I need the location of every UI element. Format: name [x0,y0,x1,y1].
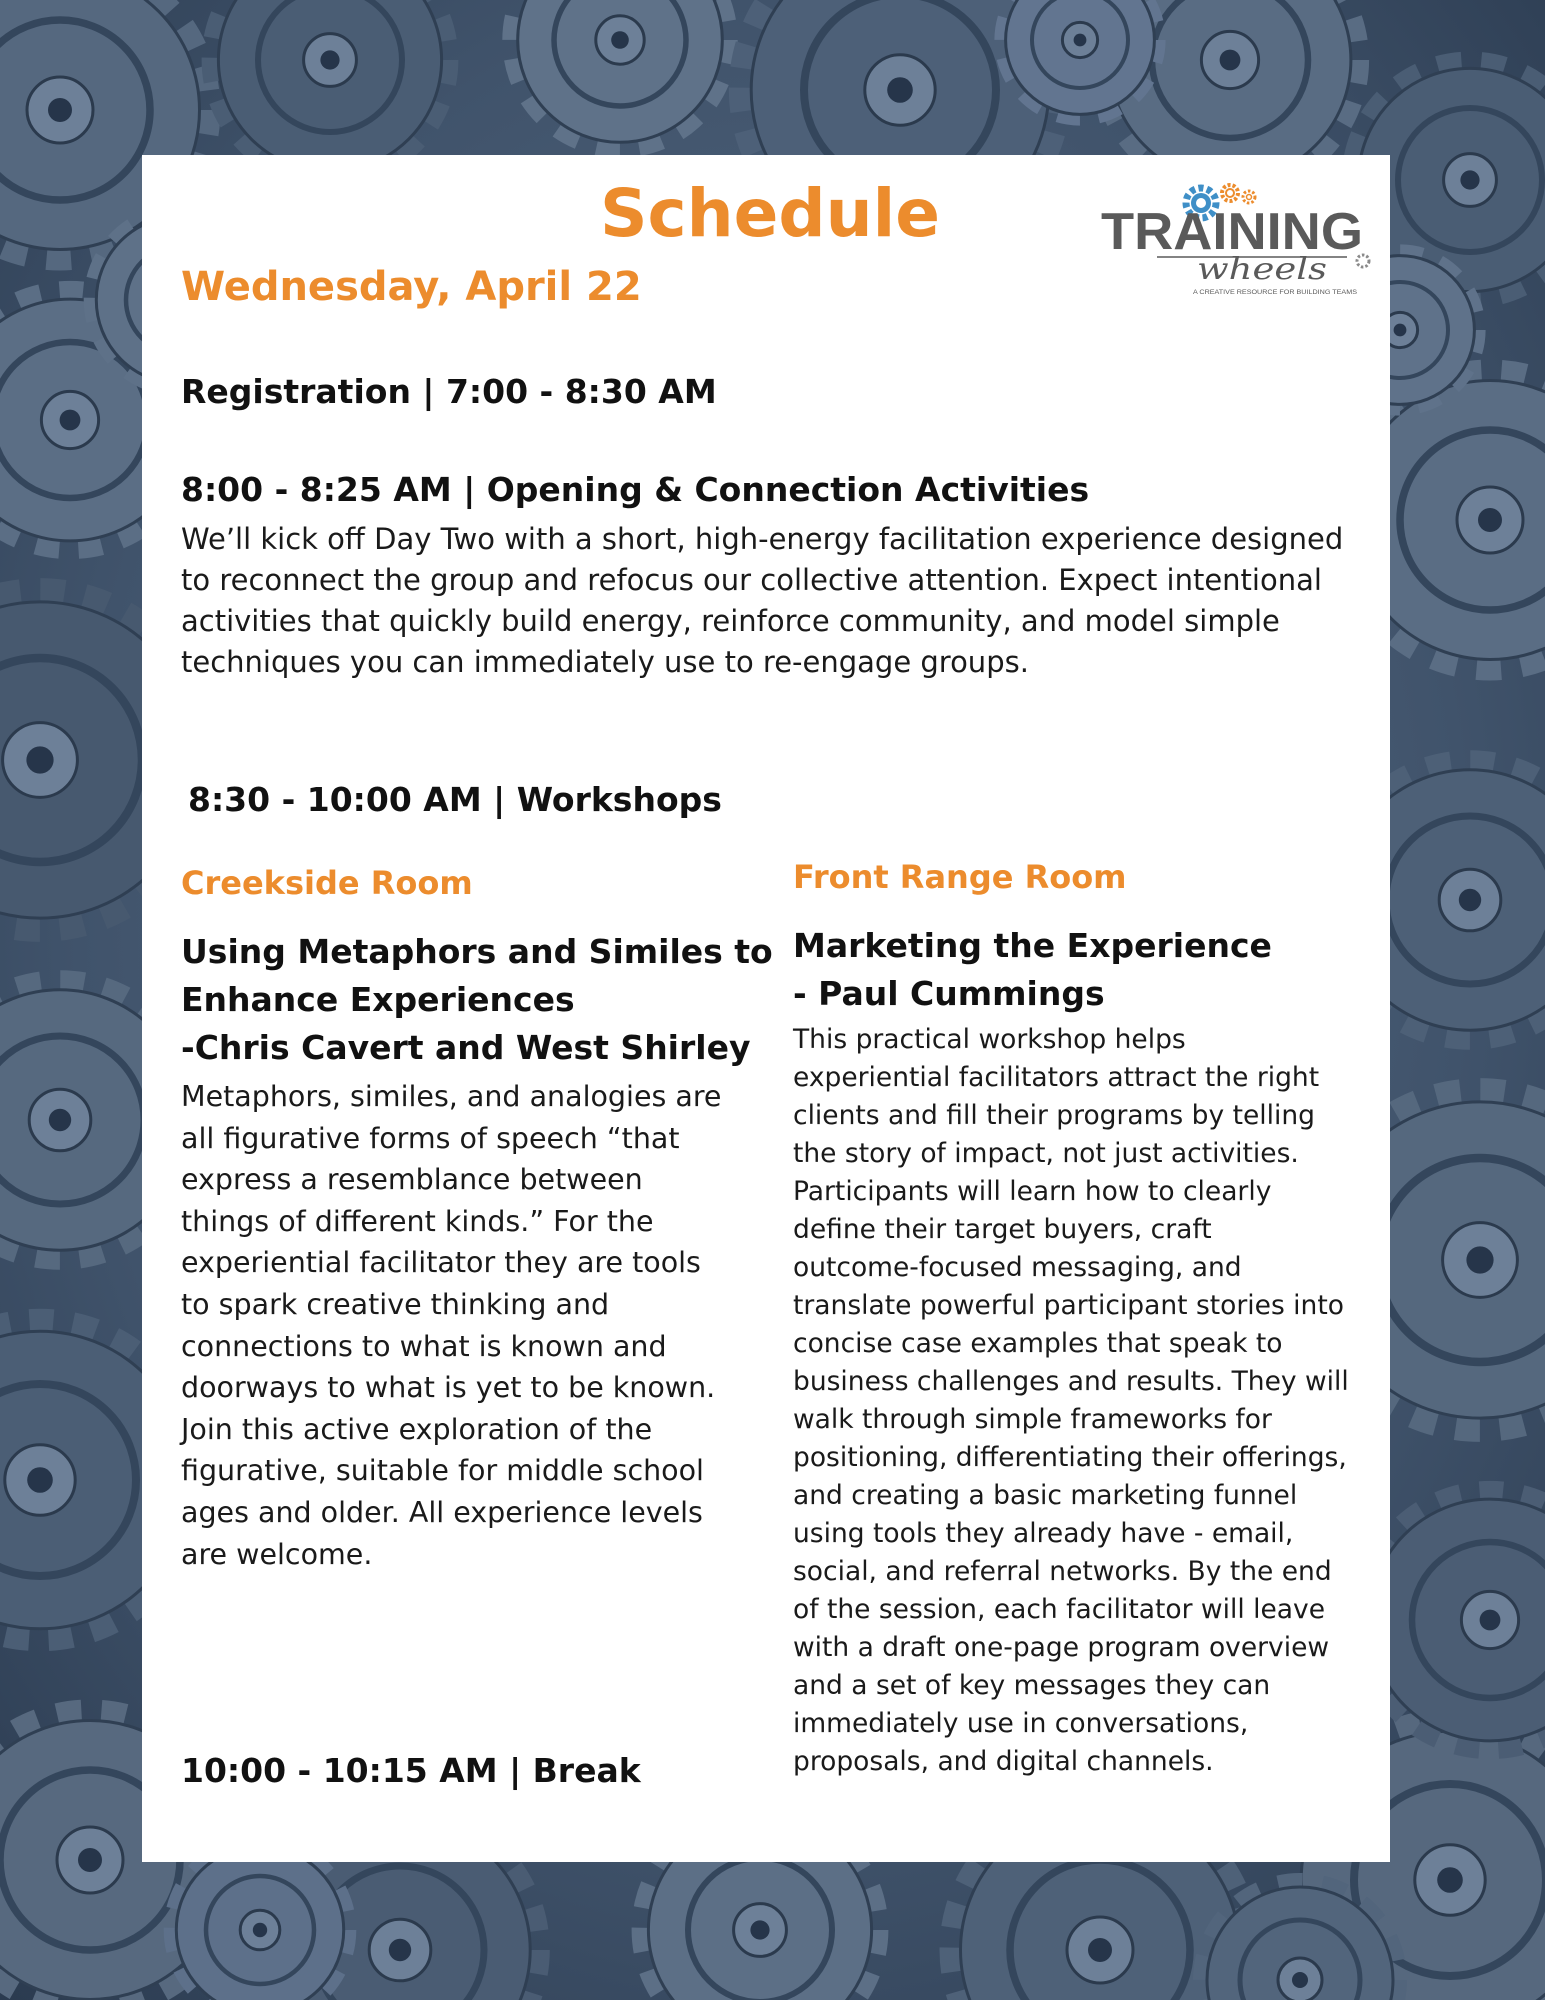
schedule-card [142,155,1390,1862]
gear-shape [170,1840,350,2000]
text-line: walk through simple frameworks for [793,1404,1272,1435]
text-line: using tools they already have - email, [793,1518,1294,1549]
logo-wordmark: TRAINING [1101,203,1363,261]
creekside-workshop-title [181,928,773,1072]
text-line: experiential facilitators attract the right [793,1062,1320,1093]
text-line: are welcome. [181,1537,373,1571]
schedule-date: Wednesday, April 22 [181,264,642,310]
title-line: Enhance Experiences [181,980,575,1019]
text-line: define their target buyers, craft [793,1214,1212,1245]
text-line: immediately use in conversations, [793,1708,1249,1739]
front-range-description [793,1021,1349,1781]
logo-tagline: A CREATIVE RESOURCE FOR BUILDING TEAMS [1193,289,1358,296]
orange-gear-icon [1222,185,1238,201]
text-line: to reconnect the group and refocus our collective attention. Expect intentional [181,563,1322,597]
creekside-description [181,1076,721,1575]
text-line: We’ll kick off Day Two with a short, high-energy facilitation experience designed [181,522,1344,556]
text-line: of the session, each facilitator will leave [793,1594,1326,1625]
front-range-workshop-title [793,922,1272,1018]
text-line: clients and fill their programs by telling [793,1100,1315,1131]
text-line: activities that quickly build energy, reinforce community, and model simple [181,604,1280,638]
text-line: and a set of key messages they can [793,1670,1271,1701]
text-line: figurative, suitable for middle school [181,1454,704,1488]
creekside-room-label: Creekside Room [181,864,473,902]
text-line: things of different kinds.” For the [181,1204,654,1238]
title-line: Using Metaphors and Similes to [181,932,773,971]
text-line: express a resemblance between [181,1163,643,1197]
opening-description [181,519,1343,683]
text-line: ages and older. All experience levels [181,1495,703,1529]
text-line: to spark creative thinking and [181,1287,610,1321]
text-line: and creating a basic marketing funnel [793,1480,1298,1511]
front-range-room-label: Front Range Room [793,858,1127,896]
text-line: techniques you can immediately use to re-engage groups. [181,645,1029,679]
text-line: business challenges and results. They will [793,1366,1349,1397]
title-line: - Paul Cummings [793,974,1105,1013]
page-title: Schedule [600,175,941,252]
workshops-heading: 8:30 - 10:00 AM | Workshops [188,780,722,819]
text-line: experiential facilitator they are tools [181,1246,701,1280]
registration-heading: Registration | 7:00 - 8:30 AM [181,372,717,411]
title-line: -Chris Cavert and West Shirley [181,1028,751,1067]
text-line: social, and referral networks. By the end [793,1556,1332,1587]
text-line: Join this active exploration of the [181,1412,653,1446]
text-line: positioning, differentiating their offerings, [793,1442,1347,1473]
text-line: This practical workshop helps [793,1024,1186,1055]
logo-script: wheels [1197,252,1327,287]
opening-heading: 8:00 - 8:25 AM | Opening & Connection Activities [181,470,1090,509]
text-line: connections to what is known and [181,1329,667,1363]
text-line: all figurative forms of speech “that [181,1121,680,1155]
text-line: Metaphors, similes, and analogies are [181,1080,722,1113]
text-line: with a draft one-page program overview [793,1632,1330,1663]
training-wheels-logo [1097,181,1377,301]
break-heading: 10:00 - 10:15 AM | Break [181,1751,641,1790]
title-line: Marketing the Experience [793,926,1272,965]
text-line: outcome-focused messaging, and [793,1252,1242,1283]
text-line: concise case examples that speak to [793,1328,1283,1359]
text-line: proposals, and digital channels. [793,1746,1214,1777]
text-line: translate powerful participant stories into [793,1290,1344,1321]
gear-shape [210,0,450,180]
text-line: doorways to what is yet to be known. [181,1371,716,1405]
small-orange-gear-icon [1243,191,1255,203]
text-line: the story of impact, not just activities. [793,1138,1299,1169]
text-line: Participants will learn how to clearly [793,1176,1272,1207]
